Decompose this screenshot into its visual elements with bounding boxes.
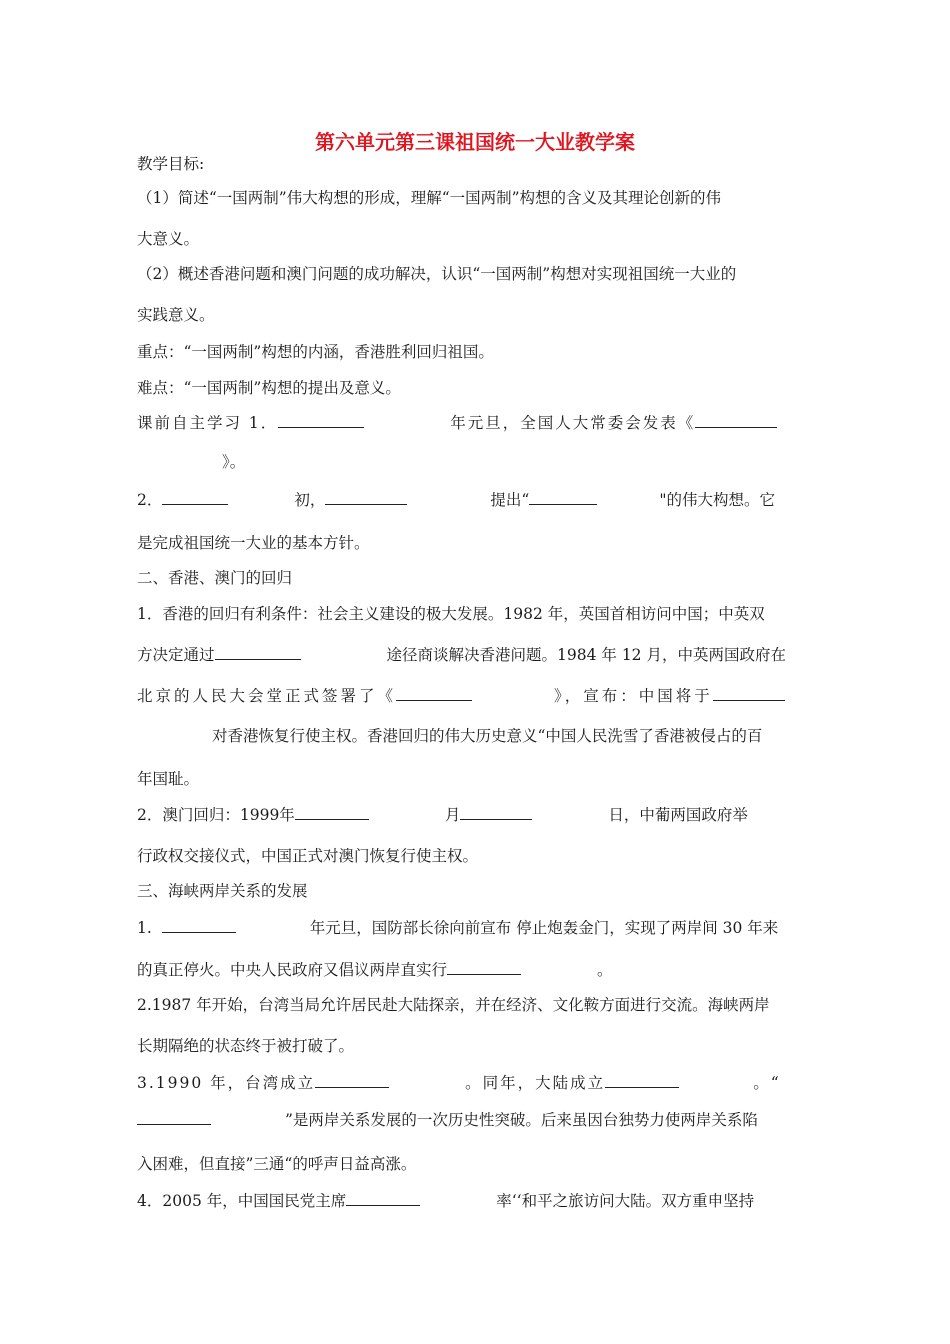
macau-line-1 — [137, 805, 748, 825]
hk-line-1: 1．香港的回归有利条件：社会主义建设的极大发展。1982 年，英国首相访问中国；中英双 — [137, 605, 765, 623]
goal-2-line-2: 实践意义。 — [137, 306, 215, 324]
answer-blank[interactable] — [162, 918, 236, 933]
text-fragment: 的真正停火。中央人民政府又倡议两岸直实行 — [137, 961, 448, 979]
hk-line-4: 对香港恢复行使主权。香港回归的伟大历史意义“中国人民洗雪了香港被侵占的百 — [212, 727, 763, 745]
answer-blank[interactable] — [346, 1191, 420, 1206]
answer-blank[interactable] — [278, 413, 364, 428]
strait-3-line-1 — [137, 1073, 781, 1093]
goal-1-line-2: 大意义。 — [137, 230, 200, 248]
document-title: 第六单元第三课祖国统一大业教学案 — [315, 130, 635, 154]
answer-blank[interactable] — [447, 960, 521, 975]
difficult-point: 难点：“一国两制”构想的提出及意义。 — [137, 379, 401, 397]
answer-blank[interactable] — [695, 413, 777, 428]
strait-3-line-2 — [137, 1110, 758, 1130]
text-fragment: 》，宣布：中国将于 — [554, 687, 713, 705]
answer-blank[interactable] — [529, 490, 597, 505]
strait-2-line-1: 2.1987 年开始，台湾当局允许居民赴大陆探亲，并在经济、文化鞍方面进行交流。海峡两岸 — [137, 996, 770, 1014]
strait-1-line-1 — [137, 918, 778, 938]
section-2-heading: 二、香港、澳门的回归 — [137, 569, 293, 587]
text-fragment: 。同年，大陆成立 — [465, 1074, 606, 1092]
text-fragment: 方决定通过 — [137, 646, 215, 664]
answer-blank[interactable] — [396, 686, 472, 701]
text-fragment: 。 — [597, 961, 613, 979]
hk-line-2 — [137, 645, 786, 665]
goals-heading: 教学目标: — [137, 155, 205, 173]
text-fragment: 4．2005 年，中国国民党主席 — [137, 1192, 347, 1210]
hk-line-5: 年国耻。 — [137, 770, 200, 788]
item-number: 2． — [137, 491, 163, 509]
text-fragment: 率‘‘和平之旅访问大陆。双方重申坚持 — [496, 1192, 755, 1210]
pre-study-line-3 — [137, 490, 775, 510]
pre-study-label: 课前自主学习 1． — [137, 414, 279, 432]
pre-study-line-1 — [137, 413, 777, 433]
strait-1-line-2 — [137, 960, 613, 980]
strait-4-line-1 — [137, 1191, 754, 1211]
text-fragment: 月 — [444, 806, 461, 824]
section-3-heading: 三、海峡两岸关系的发展 — [137, 882, 308, 900]
text-fragment: 提出“ — [490, 491, 530, 509]
strait-2-line-2: 长期隔绝的状态终于被打破了。 — [137, 1037, 355, 1055]
text-fragment: 。“ — [753, 1074, 781, 1092]
pre-study-line-2: 》。 — [222, 453, 246, 471]
text-fragment: 2．澳门回归：1999年 — [137, 806, 295, 824]
answer-blank[interactable] — [605, 1073, 679, 1088]
answer-blank[interactable] — [162, 490, 228, 505]
pre-study-line-4: 是完成祖国统一大业的基本方针。 — [137, 534, 370, 552]
key-point: 重点：“一国两制”构想的内涵，香港胜利回归祖国。 — [137, 343, 494, 361]
text-fragment: 初， — [294, 491, 326, 509]
text-fragment: 途径商谈解决香港问题。1984 年 12 月，中英两国政府在 — [386, 646, 786, 664]
pre-study-text: 年元旦，全国人大常委会发表《 — [450, 414, 696, 432]
text-fragment: 北京的人民大会堂正式签署了《 — [137, 687, 397, 705]
answer-blank[interactable] — [713, 686, 785, 701]
item-number: 1. — [137, 919, 152, 937]
text-fragment: ”是两岸关系发展的一次历史性突破。后来虽因台独势力使两岸关系陷 — [285, 1111, 758, 1129]
macau-line-2: 行政权交接仪式，中国正式对澳门恢复行使主权。 — [137, 847, 479, 865]
text-fragment: "的伟大构想。它 — [659, 491, 775, 509]
answer-blank[interactable] — [215, 645, 301, 660]
text-fragment: 日，中葡两国政府举 — [608, 806, 748, 824]
goal-2-line-1: （2）概述香港问题和澳门问题的成功解决，认识“一国两制”构想对实现祖国统一大业的 — [137, 265, 737, 283]
answer-blank[interactable] — [325, 490, 407, 505]
answer-blank[interactable] — [315, 1073, 389, 1088]
text-fragment: 3.1990 年，台湾成立 — [137, 1074, 316, 1092]
goal-1-line-1: （1）简述“一国两制”伟大构想的形成，理解“一国两制”构想的含义及其理论创新的伟 — [137, 189, 722, 207]
answer-blank[interactable] — [295, 805, 369, 820]
answer-blank[interactable] — [137, 1110, 211, 1125]
answer-blank[interactable] — [460, 805, 532, 820]
text-fragment: 年元旦，国防部长徐向前宣布 停止炮轰金门，实现了两岸间 30 年来 — [309, 919, 779, 937]
hk-line-3 — [137, 686, 785, 706]
strait-3-line-3: 入困难，但直接”三通“的呼声日益高涨。 — [137, 1155, 417, 1173]
